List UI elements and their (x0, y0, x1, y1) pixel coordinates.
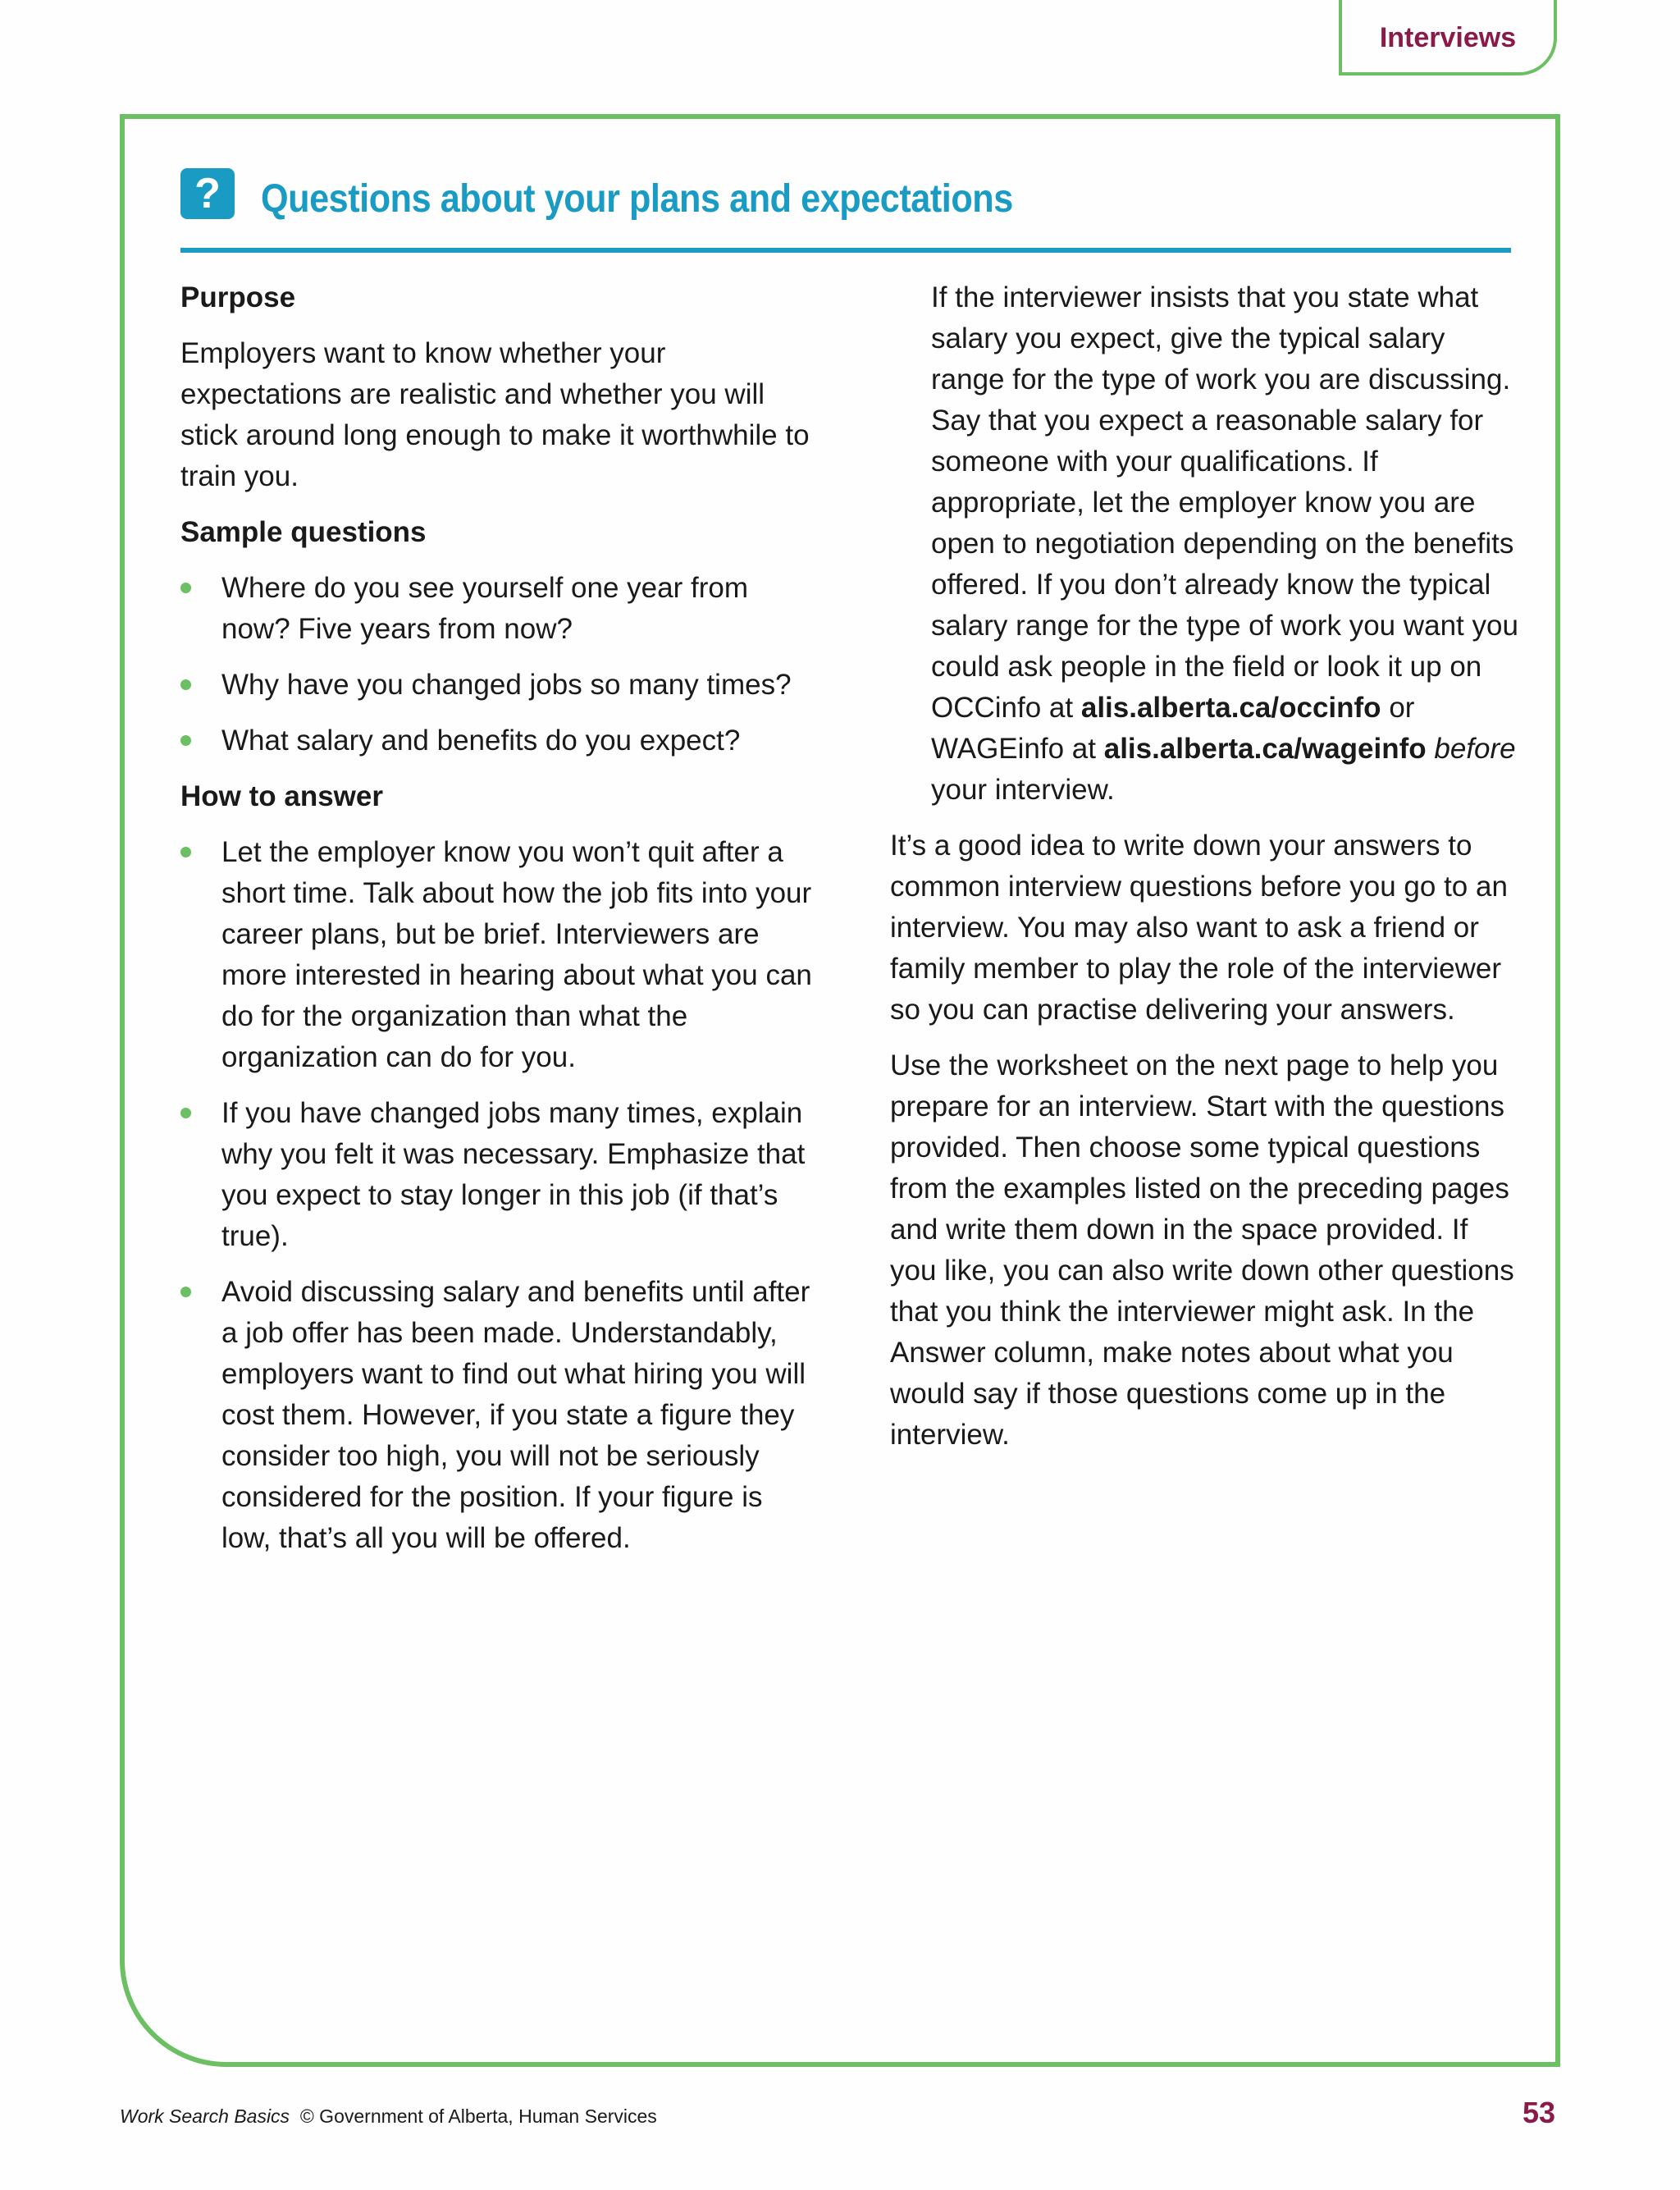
write-answers-paragraph: It’s a good idea to write down your answers to common interview questions before you go to an interview. You may also want to ask a friend or family member to play the role of the interviewer so you can practise delivering your answers. (890, 830, 1508, 1026)
occinfo-link[interactable]: alis.alberta.ca/occinfo (1080, 692, 1381, 724)
answer-tips-list (180, 832, 812, 1559)
book-title: Work Search Basics (120, 2105, 290, 2127)
footer (120, 2105, 657, 2128)
worksheet-paragraph: Use the worksheet on the next page to help you prepare for an interview. Start with the questions provided. Then choose some typical questions from the examples listed on the preceding pages and write them down in the space provided. If you like, you can also write down other questions that you think the interviewer might ask. In the Answer column, make notes about what you would say if those questions come up in the interview. (890, 1049, 1514, 1451)
salary-continuation (890, 277, 1522, 811)
list-item: Why have you changed jobs so many times? (180, 665, 812, 706)
purpose-heading: Purpose (180, 281, 296, 313)
section-header (180, 168, 1511, 255)
left-column (180, 277, 812, 1574)
before-word: before (1434, 733, 1516, 765)
header-divider (180, 248, 1511, 253)
section-tab (1339, 0, 1557, 75)
list-item: What salary and benefits do you expect? (180, 720, 812, 761)
or-wageinfo-text: or WAGEinfo at (931, 692, 1415, 765)
wageinfo-link[interactable]: alis.alberta.ca/wageinfo (1103, 733, 1427, 765)
section-title: Questions about your plans and expectations (261, 177, 1013, 221)
page-number: 53 (1522, 2096, 1556, 2129)
list-item: If you have changed jobs many times, explain why you felt it was necessary. Emphasize that you expect to stay longer in this job (if that’s true). (180, 1093, 812, 1257)
question-mark-icon: ? (180, 168, 235, 219)
before-tail: your interview. (931, 774, 1115, 806)
list-item: Where do you see yourself one year from now? Five years from now? (180, 568, 812, 650)
copyright: © Government of Alberta, Human Services (299, 2105, 657, 2127)
how-to-answer-heading: How to answer (180, 780, 383, 812)
sample-questions-list (180, 568, 812, 761)
right-column (890, 277, 1522, 1470)
list-item: Let the employer know you won’t quit after a short time. Talk about how the job fits into your career plans, but be brief. Interviewers are more interested in hearing about what you can do for the organization than what the organization can do for you. (180, 832, 812, 1078)
section-tab-label: Interviews (1379, 21, 1517, 53)
list-item: Avoid discussing salary and benefits until after a job offer has been made. Understandably, employers want to find out what hiring you will cost them. However, if you state a figure they consider too high, you will not be seriously considered for the position. If your figure is low, that’s all you will be offered. (180, 1272, 812, 1559)
salary-text: If the interviewer insists that you state what salary you expect, give the typical salary range for the type of work you are discussing. Say that you expect a reasonable salary for someone with your qualifications. If appropriate, let the employer know you are open to negotiation depending on the benefits offered. If you don’t already know the typical salary range for the type of work you want you could ask people in the field or look it up on OCCinfo at (931, 281, 1518, 724)
purpose-text: Employers want to know whether your expectations are realistic and whether you will stick around long enough to make it worthwhile to train you. (180, 337, 810, 492)
sample-questions-heading: Sample questions (180, 516, 427, 548)
